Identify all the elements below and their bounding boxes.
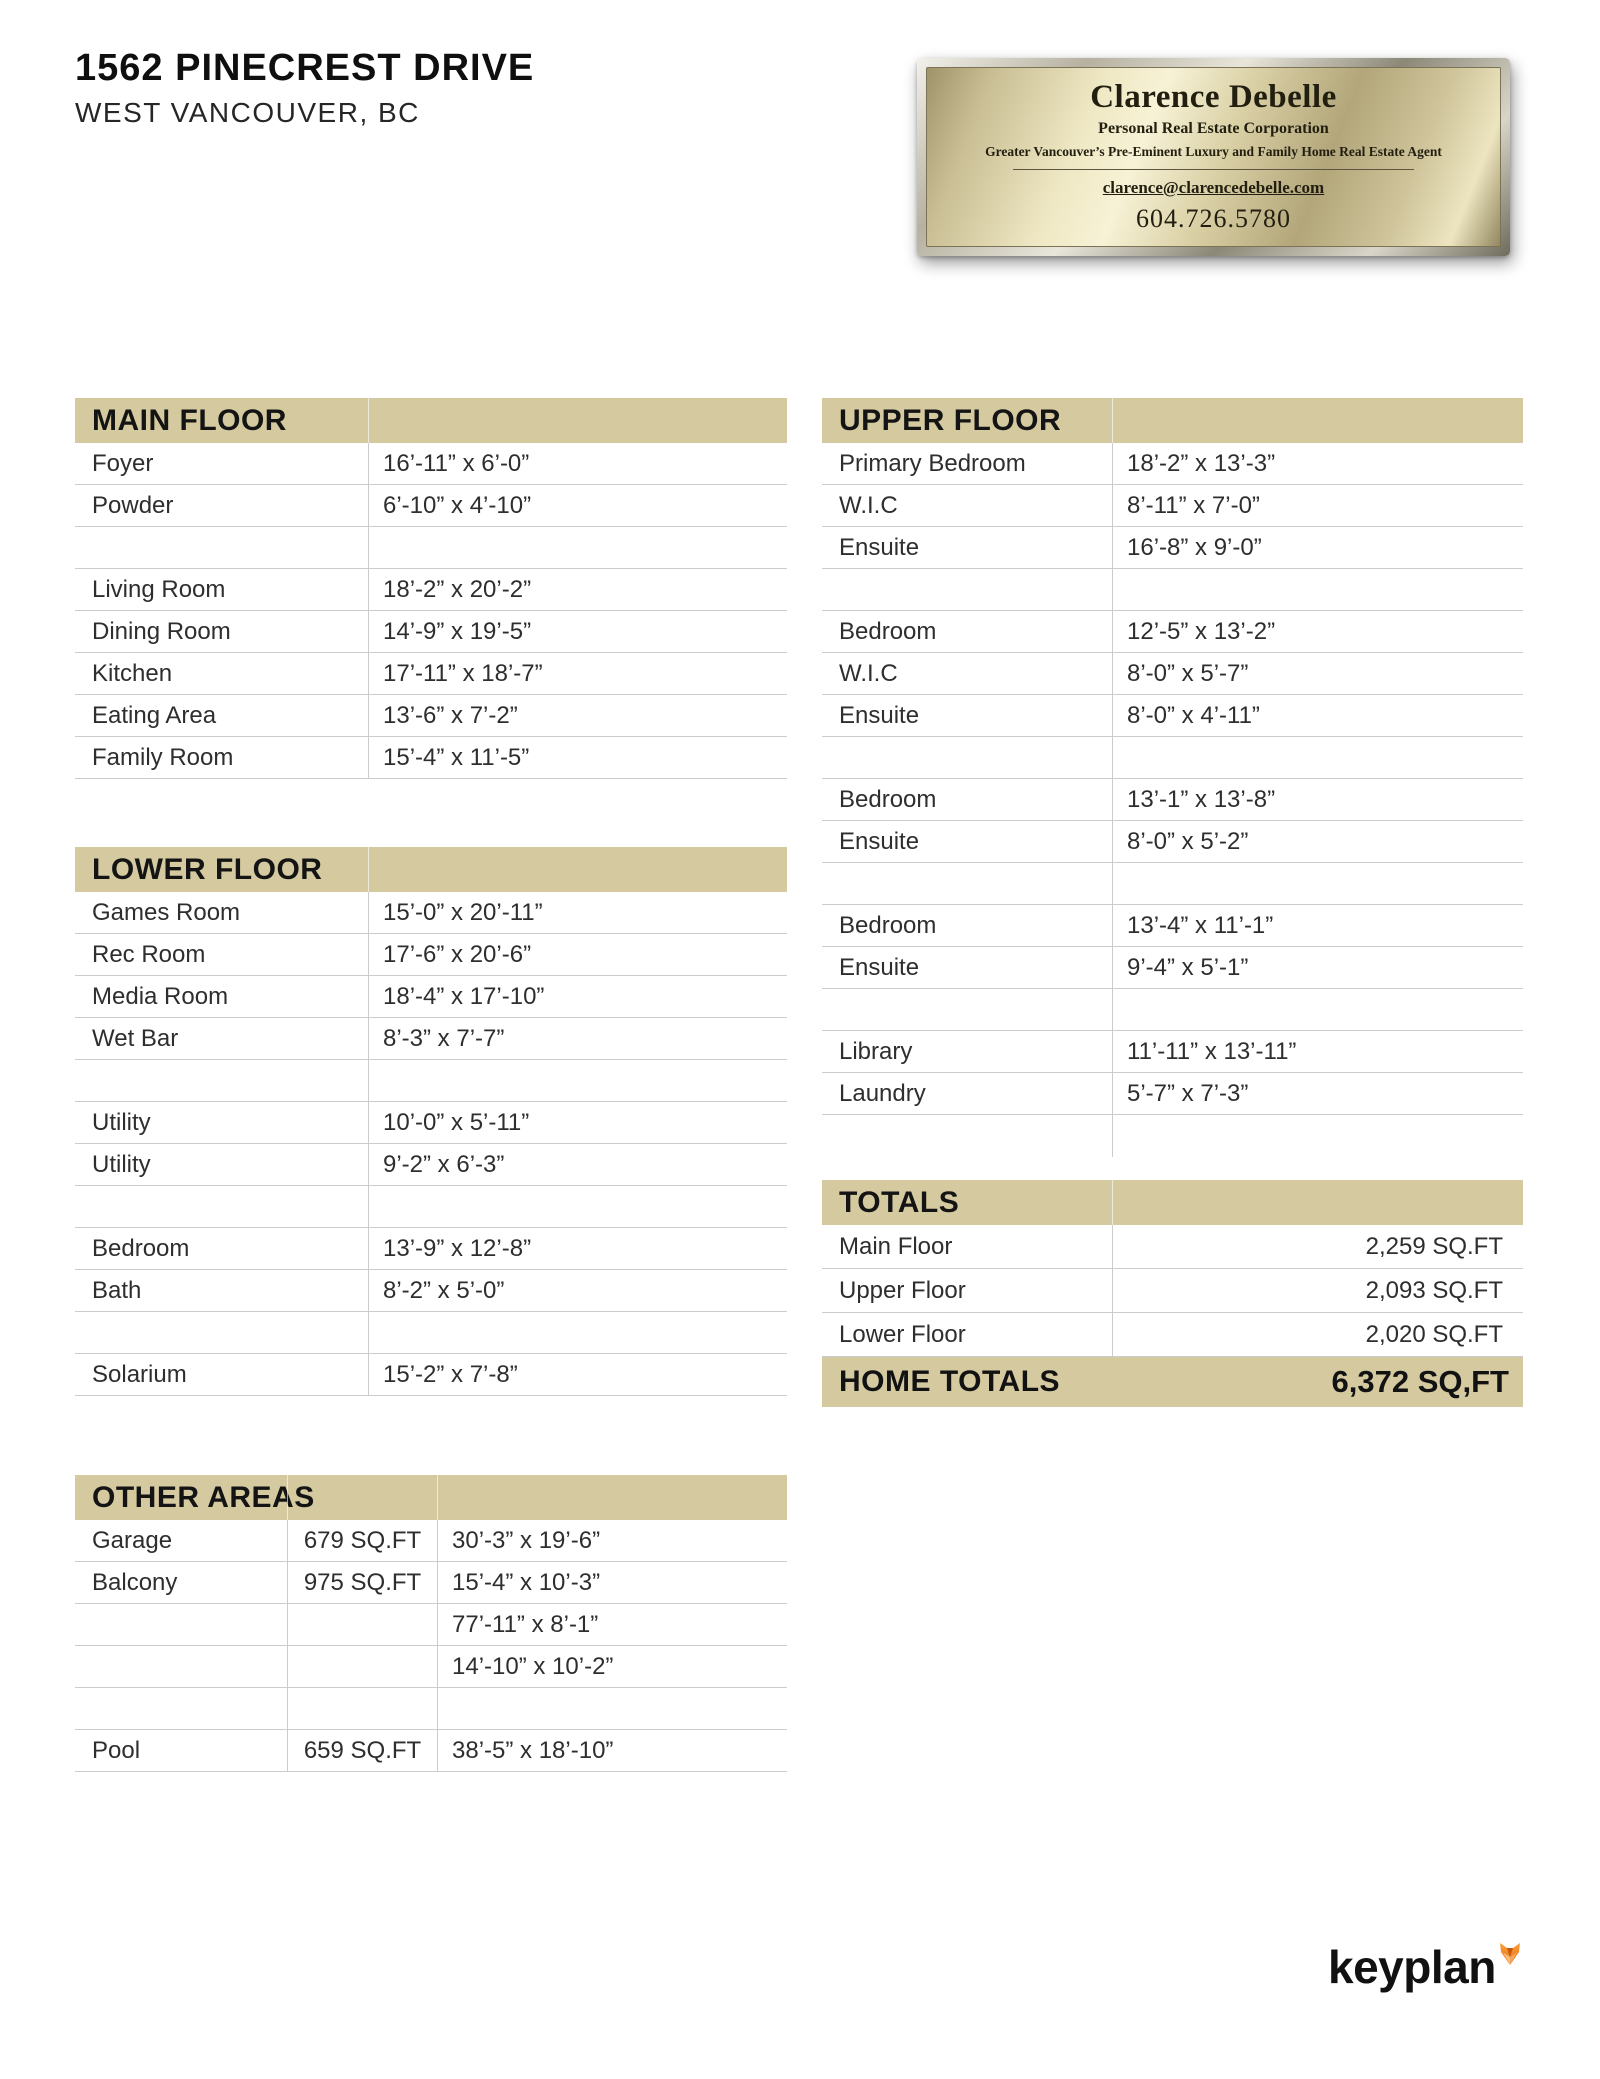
dims-cell: 13’-6” x 7’-2” [368,695,787,736]
table-row [822,527,1523,569]
label-cell: Garage [92,1526,173,1554]
table-row [75,1520,787,1562]
dims-cell [1112,737,1523,778]
sqft-cell: 659 SQ.FT [287,1730,437,1771]
value-cell: 2,259 SQ.FT [1112,1225,1523,1268]
label-cell: Upper Floor [839,1276,966,1304]
dims-cell: 9’-4” x 5’-1” [1112,947,1523,988]
label-cell [822,569,1112,610]
label-cell: Media Room [92,982,229,1010]
label-cell: Bedroom [839,911,937,939]
page-title: 1562 PINECREST DRIVE [75,47,535,89]
table-row [75,653,787,695]
keyplan-logo [1328,1941,1522,1993]
main-floor-header [75,398,787,443]
label-cell [75,527,368,568]
table-row [75,1688,787,1730]
main-floor-title: MAIN FLOOR [92,403,287,437]
value-cell: 2,020 SQ.FT [1112,1313,1523,1356]
table-row [75,1270,787,1312]
lower-floor-title: LOWER FLOOR [92,852,323,886]
table-row [75,1060,787,1102]
dims-cell: 14’-9” x 19’-5” [368,611,787,652]
dims-cell [368,527,787,568]
dims-cell: 6’-10” x 4’-10” [368,485,787,526]
table-row [822,989,1523,1031]
table-row [75,1604,787,1646]
dims-cell [1112,569,1523,610]
dims-cell: 8’-2” x 5’-0” [368,1270,787,1311]
agent-email: clarence@clarencedebelle.com [1102,177,1325,197]
table-row [75,1186,787,1228]
dims-cell: 16’-8” x 9’-0” [1112,527,1523,568]
table-row [822,947,1523,989]
table-row [822,905,1523,947]
table-row [75,1144,787,1186]
agent-name: Clarence Debelle [1090,79,1337,116]
label-cell [822,1115,1112,1157]
dims-cell: 16’-11” x 6’-0” [368,443,787,484]
label-cell: Pool [92,1736,141,1764]
totals-header-spacer [1112,1180,1523,1225]
lower-floor-table [75,847,787,1396]
table-row [75,1646,787,1688]
agent-tagline: Greater Vancouver’s Pre-Eminent Luxury and Family Home Real Estate Agent [985,143,1442,159]
label-cell [75,1604,287,1645]
label-cell: Kitchen [92,659,173,687]
dims-cell: 15’-4” x 11’-5” [368,737,787,778]
table-row [75,695,787,737]
lower-floor-header-spacer [368,847,787,892]
label-cell: Living Room [92,575,226,603]
label-cell: Powder [92,491,174,519]
label-cell [75,1312,368,1353]
sqft-cell [287,1688,437,1729]
dims-cell [368,1312,787,1353]
label-cell: Ensuite [839,953,920,981]
dims-cell: 13’-4” x 11’-1” [1112,905,1523,946]
table-row [75,1018,787,1060]
label-cell: Ensuite [839,701,920,729]
home-totals-value: 6,372 SQ,FT [1331,1364,1509,1399]
table-row [75,611,787,653]
table-row [822,1073,1523,1115]
dims-cell: 9’-2” x 6’-3” [368,1144,787,1185]
table-row [822,443,1523,485]
label-cell [75,1060,368,1101]
sqft-cell: 975 SQ.FT [287,1562,437,1603]
label-cell: Ensuite [839,827,920,855]
dims-cell: 15’-2” x 7’-8” [368,1354,787,1395]
table-row [822,485,1523,527]
label-cell [822,989,1112,1030]
dims-cell: 8’-11” x 7’-0” [1112,485,1523,526]
table-row [822,1225,1523,1269]
table-row [75,892,787,934]
table-row [822,1031,1523,1073]
sqft-cell: 679 SQ.FT [287,1520,437,1561]
table-row [822,569,1523,611]
label-cell: W.I.C [839,659,898,687]
label-cell [822,737,1112,778]
agent-phone: 604.726.5780 [1136,203,1291,233]
fox-icon [1498,1942,1522,1966]
table-row [822,611,1523,653]
label-cell [75,1646,287,1687]
table-row [75,1228,787,1270]
keyplan-logo-text: keyplan [1328,1941,1496,1993]
dims-cell: 38’-5” x 18’-10” [437,1730,787,1771]
label-cell: Library [839,1037,913,1065]
agent-plaque [917,58,1510,256]
dims-cell: 8’-0” x 4’-11” [1112,695,1523,736]
dims-cell: 13’-1” x 13’-8” [1112,779,1523,820]
dims-cell: 30’-3” x 19’-6” [437,1520,787,1561]
other-areas-header-spacer-2 [437,1475,787,1520]
dims-cell: 10’-0” x 5’-11” [368,1102,787,1143]
table-row [822,695,1523,737]
label-cell: Wet Bar [92,1024,179,1052]
table-row [75,527,787,569]
agent-corporation: Personal Real Estate Corporation [1098,119,1329,137]
totals-title: TOTALS [839,1185,960,1219]
dims-cell [368,1186,787,1227]
upper-floor-title: UPPER FLOOR [839,403,1062,437]
other-areas-table [75,1475,787,1772]
table-row [822,779,1523,821]
label-cell: Laundry [839,1079,926,1107]
label-cell: Lower Floor [839,1320,966,1348]
label-cell: Solarium [92,1360,187,1388]
label-cell: Foyer [92,449,154,477]
label-cell: Family Room [92,743,234,771]
sqft-cell [287,1646,437,1687]
dims-cell: 12’-5” x 13’-2” [1112,611,1523,652]
totals-header [822,1180,1523,1225]
label-cell: Utility [92,1108,151,1136]
label-cell: Eating Area [92,701,217,729]
main-floor-table [75,398,787,779]
table-row [822,1115,1523,1157]
dims-cell: 8’-0” x 5’-2” [1112,821,1523,862]
label-cell [75,1688,287,1729]
label-cell: Dining Room [92,617,231,645]
dims-cell [1112,863,1523,904]
label-cell: Balcony [92,1568,178,1596]
totals-table [822,1180,1523,1407]
table-row [822,863,1523,905]
value-cell: 2,093 SQ.FT [1112,1269,1523,1312]
dims-cell: 11’-11” x 13’-11” [1112,1031,1523,1072]
label-cell: Bedroom [92,1234,190,1262]
table-row [75,443,787,485]
dims-cell [1112,989,1523,1030]
dims-cell: 13’-9” x 12’-8” [368,1228,787,1269]
table-row [75,1562,787,1604]
label-cell: W.I.C [839,491,898,519]
table-row [75,934,787,976]
label-cell: Rec Room [92,940,206,968]
page-subtitle: WEST VANCOUVER, BC [75,96,420,128]
other-areas-header [75,1475,787,1520]
label-cell: Games Room [92,898,241,926]
home-totals-label: HOME TOTALS [839,1365,1061,1398]
dims-cell [437,1688,787,1729]
table-row [822,821,1523,863]
lower-floor-header [75,847,787,892]
dims-cell: 17’-6” x 20’-6” [368,934,787,975]
main-floor-header-spacer [368,398,787,443]
dims-cell [368,1060,787,1101]
table-row [822,653,1523,695]
label-cell: Primary Bedroom [839,449,1026,477]
dims-cell: 15’-4” x 10’-3” [437,1562,787,1603]
dims-cell: 15’-0” x 20’-11” [368,892,787,933]
home-totals-row [822,1357,1523,1407]
table-row [75,976,787,1018]
label-cell: Bedroom [839,785,937,813]
dims-cell: 8’-3” x 7’-7” [368,1018,787,1059]
upper-floor-table [822,398,1523,1157]
table-row [822,1313,1523,1357]
label-cell [822,863,1112,904]
table-row [75,485,787,527]
dims-cell: 18’-4” x 17’-10” [368,976,787,1017]
table-row [822,1269,1523,1313]
table-row [75,1102,787,1144]
table-row [75,569,787,611]
label-cell: Bath [92,1276,142,1304]
label-cell: Main Floor [839,1232,953,1260]
dims-cell: 18’-2” x 13’-3” [1112,443,1523,484]
dims-cell [1112,1115,1523,1157]
label-cell: Utility [92,1150,151,1178]
table-row [75,1312,787,1354]
titleblock [75,48,534,129]
label-cell: Bedroom [839,617,937,645]
dims-cell: 5’-7” x 7’-3” [1112,1073,1523,1114]
upper-floor-header-spacer [1112,398,1523,443]
sqft-cell [287,1604,437,1645]
table-row [822,737,1523,779]
table-row [75,1354,787,1396]
table-row [75,737,787,779]
dims-cell: 17’-11” x 18’-7” [368,653,787,694]
dims-cell: 77’-11” x 8’-1” [437,1604,787,1645]
dims-cell: 14’-10” x 10’-2” [437,1646,787,1687]
agent-plaque-face [926,67,1501,247]
plaque-divider [1013,169,1414,170]
upper-floor-header [822,398,1523,443]
table-row [75,1730,787,1772]
label-cell: Ensuite [839,533,920,561]
other-areas-title: OTHER AREAS [92,1480,315,1514]
dims-cell: 18’-2” x 20’-2” [368,569,787,610]
dims-cell: 8’-0” x 5’-7” [1112,653,1523,694]
label-cell [75,1186,368,1227]
other-areas-header-spacer-1 [287,1475,437,1520]
